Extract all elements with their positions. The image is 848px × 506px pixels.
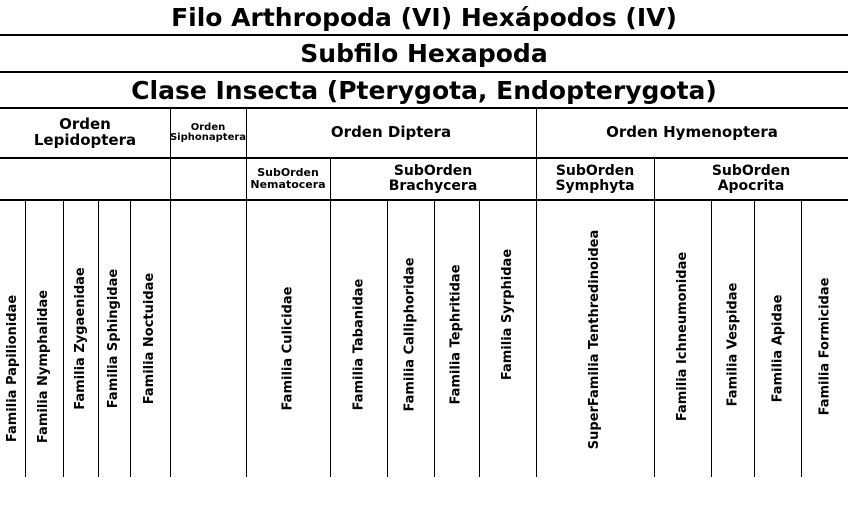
class-title: Clase Insecta (Pterygota, Endopterygota) — [131, 76, 717, 105]
family-zygaenidae: Familia Zygaenidae — [73, 266, 89, 410]
family-tabanidae: Familia Tabanidae — [351, 278, 367, 410]
family-nymphalidae: Familia Nymphalidae — [36, 289, 52, 443]
superfamily-tenthredinoidea: SuperFamilia Tenthredinoidea — [587, 229, 603, 449]
family-tephritidae: Familia Tephritidae — [449, 263, 464, 405]
family-empty — [170, 201, 246, 477]
family-formicidae: Familia Formicidae — [817, 277, 833, 415]
order-hymenoptera: Orden Hymenoptera — [606, 123, 778, 142]
family-apidae: Familia Apidae — [770, 294, 786, 402]
family-ichneumonidae: Familia Ichneumonidae — [675, 251, 690, 421]
suborder-apocrita: SubOrden Apocrita — [711, 163, 791, 194]
family-syrphidae: Familia Syrphidae — [500, 248, 516, 380]
family-noctuidae: Familia Noctuidae — [142, 272, 158, 404]
family-culicidae: Familia Culicidae — [280, 286, 296, 410]
phylum-title: Filo Arthropoda (VI) Hexápodos (IV) — [171, 3, 677, 32]
family-sphingidae: Familia Sphingidae — [106, 268, 122, 408]
subphylum-title: Subfilo Hexapoda — [300, 39, 548, 68]
order-siphonaptera: Orden Siphonaptera — [169, 121, 247, 143]
suborder-symphyta: SubOrden Symphyta — [555, 163, 635, 194]
family-papilionidae: Familia Papilionidae — [5, 294, 21, 442]
family-vespidae: Familia Vespidae — [725, 282, 741, 406]
order-lepidoptera: Orden Lepidoptera — [33, 115, 137, 149]
suborder-brachycera: SubOrden Brachycera — [388, 163, 478, 194]
family-calliphoridae: Familia Calliphoridae — [403, 256, 419, 412]
suborder-nematocera: SubOrden Nematocera — [250, 166, 326, 191]
order-diptera: Orden Diptera — [330, 123, 452, 142]
